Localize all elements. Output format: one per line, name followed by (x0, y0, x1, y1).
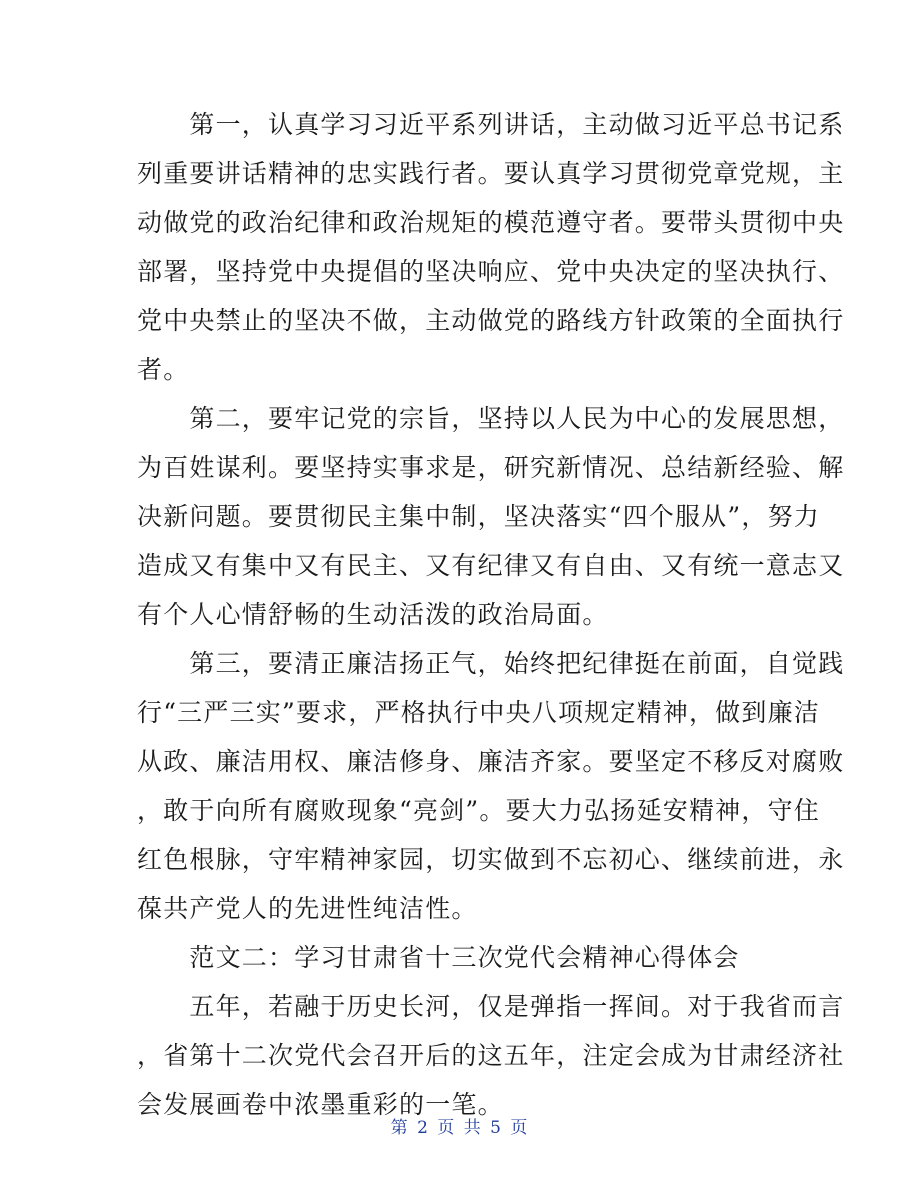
text-line: 第二，要牢记党的宗旨，坚持以人民为中心的发展思想， (137, 404, 845, 433)
document-body (137, 100, 845, 1129)
page-number-footer: 第 2 页 共 5 页 (390, 1118, 530, 1138)
text-line: 五年，若融于历史长河，仅是弹指一挥间。对于我省而言 (137, 992, 845, 1021)
text-line: 有个人心情舒畅的生动活泼的政治局面。 (137, 600, 609, 629)
section-heading: 范文二：学习甘肃省十三次党代会精神心得体会 (137, 943, 740, 972)
text-line: 第一，认真学习习近平系列讲话，主动做习近平总书记系 (137, 110, 845, 139)
text-line: 会发展画卷中浓墨重彩的一笔。 (137, 1090, 504, 1119)
text-line: 党中央禁止的坚决不做，主动做党的路线方针政策的全面执行 (137, 306, 845, 335)
text-line: ，敢于向所有腐败现象“亮剑”。要大力弘扬延安精神，守住 (137, 796, 820, 825)
text-line: 列重要讲话精神的忠实践行者。要认真学习贯彻党章党规，主 (137, 159, 845, 188)
text-line: ，省第十二次党代会召开后的这五年，注定会成为甘肃经济社 (137, 1041, 845, 1070)
text-line: 部署，坚持党中央提倡的坚决响应、党中央决定的坚决执行、 (137, 257, 845, 286)
text-line: 为百姓谋利。要坚持实事求是，研究新情况、总结新经验、解 (137, 453, 845, 482)
text-line: 红色根脉，守牢精神家园，切实做到不忘初心、继续前进，永 (137, 845, 845, 874)
text-line: 造成又有集中又有民主、又有纪律又有自由、又有统一意志又 (137, 551, 845, 580)
text-line: 从政、廉洁用权、廉洁修身、廉洁齐家。要坚定不移反对腐败 (137, 747, 845, 776)
text-line: 行“三严三实”要求，严格执行中央八项规定精神，做到廉洁 (137, 698, 820, 727)
text-line: 动做党的政治纪律和政治规矩的模范遵守者。要带头贯彻中央 (137, 208, 845, 237)
text-line: 决新问题。要贯彻民主集中制，坚决落实“四个服从”，努力 (137, 502, 820, 531)
text-line: 者。 (137, 355, 190, 384)
text-line: 葆共产党人的先进性纯洁性。 (137, 894, 478, 923)
text-line: 第三，要清正廉洁扬正气，始终把纪律挺在前面，自觉践 (137, 649, 845, 678)
